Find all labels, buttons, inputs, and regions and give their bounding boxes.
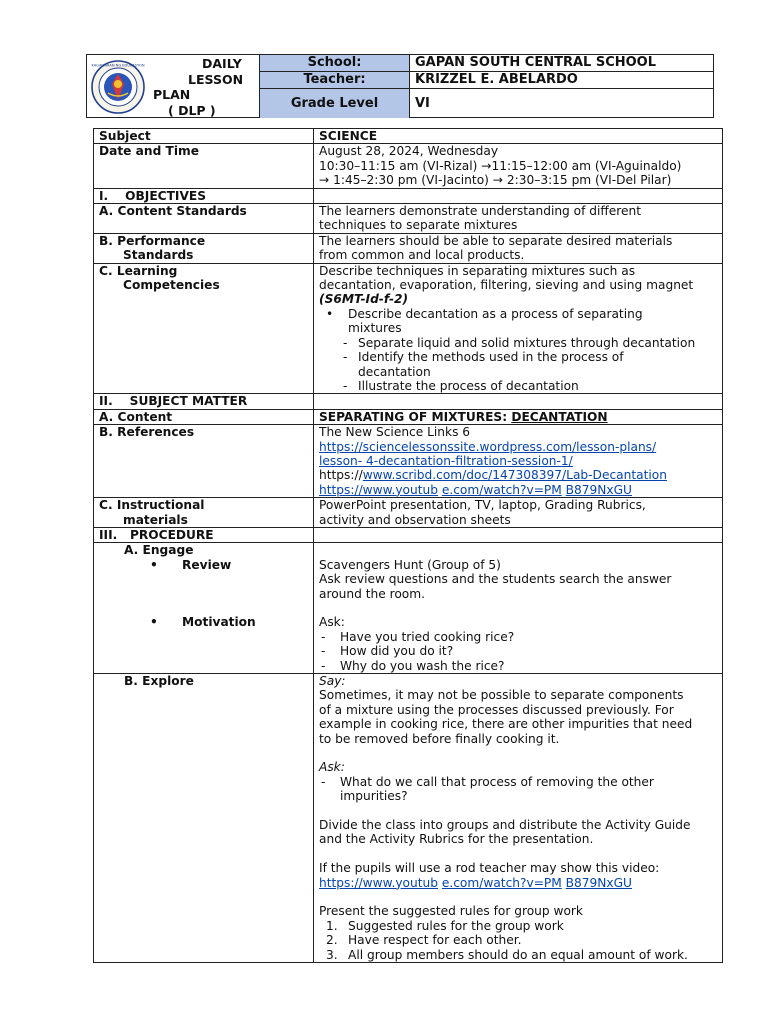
- grade-level-label: Grade Level: [259, 88, 409, 118]
- subject-matter-heading: II. SUBJECT MATTER: [94, 394, 314, 409]
- objectives-heading: I. OBJECTIVES: [94, 188, 314, 203]
- teacher-label: Teacher:: [259, 71, 409, 88]
- competency-sub-item: [319, 379, 717, 393]
- dlp-title-line: PLAN: [153, 87, 191, 102]
- school-value: GAPAN SOUTH CENTRAL SCHOOL: [409, 54, 714, 71]
- text-line: to be removed before finally cooking it.: [319, 731, 560, 746]
- dash-icon: -: [321, 629, 326, 644]
- schedule-line: 10:30–11:15 am (VI-Rizal) →11:15–12:00 am (VI-Aguinaldo): [319, 158, 682, 173]
- competency-sub-item: [319, 350, 717, 379]
- text-line: Ask review questions and the students search the answer: [319, 572, 672, 587]
- content-topic: DECANTATION: [511, 409, 608, 424]
- question-item: - Have you tried cooking rice?: [321, 629, 515, 644]
- question-item: - Why do you wash the rice?: [321, 658, 505, 673]
- competencies-label: [94, 263, 314, 394]
- text-line: from common and local products.: [319, 248, 525, 263]
- text-line: Identify the methods used in the process of: [358, 350, 624, 365]
- text-line: of a mixture using the processes discussed previously. For: [319, 702, 674, 717]
- text-line: Divide the class into groups and distribute the Activity Guide: [319, 818, 691, 833]
- explore-row: [94, 674, 723, 963]
- references-text: [314, 425, 723, 498]
- references-label: B. References: [94, 425, 314, 498]
- content-standards-label: A. Content Standards: [94, 204, 314, 234]
- content-standards-text: [314, 204, 723, 234]
- reference-link[interactable]: www.scribd.com/doc/147308397/Lab-Decantation: [362, 468, 667, 483]
- ask-label: Ask:: [319, 760, 345, 775]
- engage-text: [314, 543, 723, 674]
- ask-label: Ask:: [319, 615, 345, 630]
- label-line: Competencies: [123, 278, 220, 293]
- date-line: August 28, 2024, Wednesday: [319, 144, 499, 159]
- explore-label: B. Explore: [94, 674, 314, 963]
- text-line: activity and observation sheets: [319, 512, 511, 527]
- question-item: - How did you do it?: [321, 644, 454, 659]
- text-line: Illustrate the process of decantation: [358, 378, 579, 393]
- school-label: School:: [259, 54, 409, 71]
- dash-icon: -: [343, 378, 348, 393]
- performance-standards-row: [94, 233, 723, 263]
- reference-link[interactable]: https://www.youtub: [319, 482, 438, 497]
- label-line: Standards: [123, 248, 194, 263]
- dash-icon: -: [343, 335, 348, 350]
- materials-label: [94, 498, 314, 528]
- subject-value: SCIENCE: [314, 129, 723, 144]
- competencies-row: [94, 263, 723, 394]
- rule-number: 3.: [326, 947, 338, 962]
- text-line: decantation: [358, 364, 431, 379]
- dlp-title-line: LESSON: [188, 71, 244, 87]
- label-line: materials: [123, 512, 188, 527]
- teacher-value: KRIZZEL E. ABELARDO: [409, 71, 714, 88]
- video-link[interactable]: B879NxGU: [565, 875, 632, 890]
- text-line: Separate liquid and solid mixtures through decantation: [358, 335, 696, 350]
- rule-item: 1. Suggested rules for the group work: [326, 918, 564, 933]
- competency-code: (S6MT-Id-f-2): [319, 292, 409, 307]
- performance-standards-text: [314, 233, 723, 263]
- procedure-heading: III. PROCEDURE: [94, 527, 314, 542]
- text-line: impurities?: [340, 789, 408, 804]
- reference-link[interactable]: https://sciencelessonssite.wordpress.com/lesson-plans/: [319, 439, 657, 454]
- materials-row: [94, 498, 723, 528]
- references-row: [94, 425, 723, 498]
- label-line: C. Learning: [99, 263, 178, 278]
- video-link[interactable]: https://www.youtub: [319, 875, 438, 890]
- materials-text: [314, 498, 723, 528]
- text-line: PowerPoint presentation, TV, laptop, Grading Rubrics,: [319, 498, 646, 513]
- date-time-row: [94, 144, 723, 188]
- rule-number: 2.: [326, 933, 338, 948]
- text-line: techniques to separate mixtures: [319, 218, 518, 233]
- rule-item: 3. All group members should do an equal amount of work.: [326, 947, 688, 962]
- engage-label: A. Engage: [124, 543, 194, 558]
- dash-icon: -: [321, 774, 326, 789]
- competency-bullet: [319, 307, 717, 336]
- say-label: Say:: [319, 674, 346, 688]
- content-label: A. Content: [94, 409, 314, 424]
- subject-label: Subject: [94, 129, 314, 144]
- dlp-header: [86, 54, 714, 118]
- date-time-value: [314, 144, 723, 188]
- reference-link[interactable]: lesson-: [319, 453, 367, 468]
- text-line: around the room.: [319, 586, 426, 601]
- text-line: mixtures: [348, 321, 402, 336]
- reference-link[interactable]: 4-decantation-filtration-session-1/: [366, 453, 573, 468]
- content-value: [314, 409, 723, 424]
- text-line: and the Activity Rubrics for the presentation.: [319, 832, 594, 847]
- link-prefix: https://: [319, 468, 363, 483]
- svg-text:KAGAWARAN NG EDUKASYON: KAGAWARAN NG EDUKASYON: [91, 63, 145, 68]
- dlp-title-line: ( DLP ): [168, 102, 216, 118]
- review-label: • Review: [150, 557, 232, 572]
- reference-book: The New Science Links 6: [319, 425, 471, 440]
- dlp-title-line: DAILY: [202, 56, 242, 71]
- text-line: The learners demonstrate understanding of different: [319, 204, 642, 219]
- grade-level-value: VI: [409, 88, 714, 118]
- rule-item: 2. Have respect for each other.: [326, 933, 522, 948]
- content-title: SEPARATING OF MIXTURES:: [319, 409, 512, 424]
- label-line: B. Performance: [99, 233, 206, 248]
- subject-matter-heading-row: [94, 394, 723, 409]
- engage-row: [94, 543, 723, 674]
- reference-link[interactable]: e.com/watch?v=PM: [441, 482, 562, 497]
- competency-sub-item: [319, 336, 717, 350]
- engage-label-cell: [94, 543, 314, 674]
- text-line: Describe decantation as a process of separating: [348, 306, 643, 321]
- dash-icon: -: [343, 350, 348, 365]
- date-time-label: Date and Time: [94, 144, 314, 188]
- text-line: decantation, evaporation, filtering, sieving and using magnet: [319, 278, 694, 293]
- bullet-icon: •: [150, 557, 158, 572]
- subject-row: [94, 129, 723, 144]
- text-line: If the pupils will use a rod teacher may show this video:: [319, 861, 660, 876]
- video-link[interactable]: e.com/watch?v=PM: [441, 875, 562, 890]
- bullet-icon: •: [150, 615, 158, 630]
- text-line: What do we call that process of removing the other: [340, 774, 654, 789]
- text-line: example in cooking rice, there are other impurities that need: [319, 717, 693, 732]
- bullet-icon: •: [326, 306, 334, 321]
- objectives-heading-row: [94, 188, 723, 203]
- schedule-line: → 1:45–2:30 pm (VI-Jacinto) → 2:30–3:15 pm (VI-Del Pilar): [319, 173, 672, 188]
- content-standards-row: [94, 204, 723, 234]
- procedure-heading-row: [94, 527, 723, 542]
- question-item: [319, 775, 717, 804]
- reference-link[interactable]: B879NxGU: [565, 482, 632, 497]
- deped-seal-logo: [91, 60, 145, 114]
- motivation-label: • Motivation: [150, 615, 256, 630]
- explore-text: [314, 674, 723, 963]
- dash-icon: -: [321, 658, 326, 673]
- lesson-plan-table: [93, 128, 723, 963]
- text-line: The learners should be able to separate desired materials: [319, 233, 673, 248]
- performance-standards-label: [94, 233, 314, 263]
- label-line: C. Instructional: [99, 498, 205, 513]
- text-line: Sometimes, it may not be possible to separate components: [319, 688, 684, 703]
- dlp-title: [153, 56, 243, 118]
- content-row: [94, 409, 723, 424]
- dash-icon: -: [321, 644, 326, 659]
- text-line: Scavengers Hunt (Group of 5): [319, 557, 501, 572]
- text-line: Describe techniques in separating mixtures such as: [319, 263, 636, 278]
- rule-number: 1.: [326, 918, 338, 933]
- text-line: Present the suggested rules for group work: [319, 904, 583, 919]
- competencies-text: [314, 263, 723, 394]
